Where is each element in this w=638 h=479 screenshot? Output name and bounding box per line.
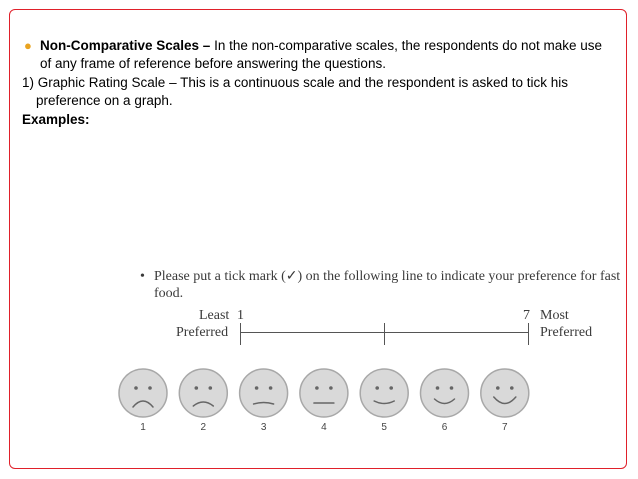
least-label: Least (199, 308, 230, 323)
face-eye (134, 386, 138, 390)
face-eye (436, 386, 440, 390)
face-outline (481, 369, 529, 417)
face-number-label: 3 (260, 422, 267, 433)
face-sad-icon (179, 369, 227, 417)
preferred-right-label: Preferred (540, 325, 593, 340)
face-eye (148, 386, 152, 390)
face-outline (240, 369, 288, 417)
face-eye (315, 386, 319, 390)
face-eye (269, 386, 273, 390)
face-number-label: 5 (381, 422, 387, 433)
face-very-sad-icon (119, 369, 167, 417)
figure-bullet: • (140, 269, 145, 284)
face-outline (300, 369, 348, 417)
most-label: Most (540, 308, 569, 323)
face-eye (209, 386, 213, 390)
scale-start-number: 1 (237, 308, 244, 323)
face-outline (119, 369, 167, 417)
face-eye (389, 386, 393, 390)
face-eye (510, 386, 514, 390)
face-number-label: 1 (140, 422, 146, 433)
scale-end-number: 7 (523, 308, 530, 323)
scale-item-text: 1) Graphic Rating Scale – This is a continuous scale and the respondent is asked to tick his preference on a graph. (22, 75, 569, 108)
face-eye (255, 386, 259, 390)
definition-heading: Non-Comparative Scales – (40, 38, 211, 53)
bullet-icon: ● (24, 38, 32, 53)
face-outline (360, 369, 408, 417)
figure-instruction: Please put a tick mark (✓) on the following line to indicate your preference for fast food. (154, 269, 621, 301)
face-eye (375, 386, 379, 390)
examples-label: Examples: (22, 112, 90, 127)
face-slightly-sad-icon (240, 369, 288, 417)
face-slightly-happy-icon (360, 369, 408, 417)
face-outline (421, 369, 469, 417)
face-number-label: 7 (502, 422, 508, 433)
face-outline (179, 369, 227, 417)
face-neutral-icon (300, 369, 348, 417)
face-eye (496, 386, 500, 390)
face-number-label: 4 (321, 422, 327, 433)
face-eye (329, 386, 333, 390)
face-eye (450, 386, 454, 390)
preferred-left-label: Preferred (176, 325, 229, 340)
face-eye (195, 386, 199, 390)
face-happy-icon (421, 369, 469, 417)
face-number-label: 6 (441, 422, 448, 433)
definition-body: In the non-comparative scales, the respondents do not make use of any frame of reference before answering the questions. (40, 38, 603, 71)
face-very-happy-icon (481, 369, 529, 417)
face-number-label: 2 (200, 422, 207, 433)
